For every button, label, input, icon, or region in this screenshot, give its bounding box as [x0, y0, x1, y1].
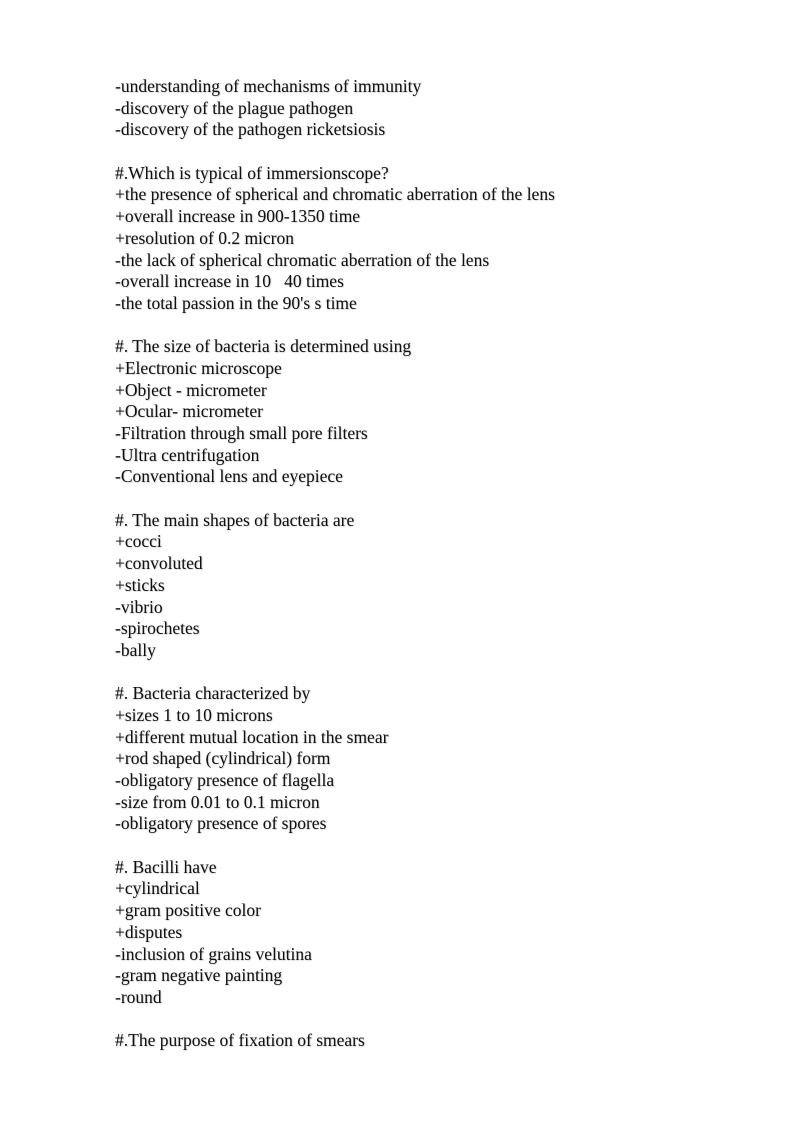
answer-line: -the total passion in the 90's s time — [115, 292, 357, 313]
answer-line: -the lack of spherical chromatic aberration of the lens — [115, 249, 490, 270]
answer-line: +sticks — [115, 574, 165, 595]
answer-line: -understanding of mechanisms of immunity — [115, 76, 422, 96]
answer-line: +cylindrical — [115, 878, 200, 899]
answer-line: -Conventional lens and eyepiece — [115, 466, 343, 487]
answer-line: -round — [115, 986, 162, 1007]
answer-line: +disputes — [115, 921, 183, 942]
answer-line: -Filtration through small pore filters — [115, 423, 368, 443]
answer-line: +different mutual location in the smear — [115, 726, 389, 747]
answer-line: +resolution of 0.2 micron — [115, 227, 295, 248]
answer-line: +rod shaped (cylindrical) form — [115, 748, 331, 769]
question-text: #. Bacilli have — [115, 856, 217, 877]
answer-line: -inclusion of grains velutina — [115, 943, 312, 964]
answer-line: +gram positive color — [115, 900, 261, 921]
answer-line: +sizes 1 to 10 microns — [115, 704, 273, 725]
question-block — [115, 163, 755, 315]
answer-line: +Object - micrometer — [115, 379, 267, 400]
question-text: #.Which is typical of immersionscope? — [115, 162, 389, 183]
answer-block-continued — [115, 76, 755, 141]
answer-line: -discovery of the plague pathogen — [115, 97, 354, 118]
answer-line: +Ocular- micrometer — [115, 401, 263, 422]
answer-line: +cocci — [115, 531, 162, 552]
question-block — [115, 683, 755, 835]
answer-line: -bally — [115, 639, 156, 660]
question-text: #.The purpose of fixation of smears — [115, 1030, 365, 1051]
answer-line: +convoluted — [115, 553, 203, 574]
answer-line: +overall increase in 900-1350 time — [115, 206, 361, 227]
question-block — [115, 510, 755, 662]
answer-line: +the presence of spherical and chromatic aberration of the lens — [115, 184, 555, 205]
answer-line: -spirochetes — [115, 618, 200, 639]
question-text: #. Bacteria characterized by — [115, 683, 311, 704]
question-block — [115, 1030, 755, 1052]
answer-line: -size from 0.01 to 0.1 micron — [115, 791, 320, 812]
question-block — [115, 336, 755, 488]
answer-line: -vibrio — [115, 596, 163, 617]
answer-line: -obligatory presence of flagella — [115, 770, 335, 790]
answer-line: -overall increase in 10 40 times — [115, 271, 344, 292]
answer-line: +Electronic microscope — [115, 357, 282, 378]
question-text: #. The size of bacteria is determined using — [115, 336, 412, 357]
answer-line: -gram negative painting — [115, 965, 283, 986]
answer-line: -discovery of the pathogen ricketsiosis — [115, 119, 386, 140]
answer-line: -Ultra centrifugation — [115, 444, 260, 465]
answer-line: -obligatory presence of spores — [115, 813, 327, 834]
document-page — [115, 76, 755, 1074]
question-text: #. The main shapes of bacteria are — [115, 509, 355, 530]
question-block — [115, 857, 755, 1009]
